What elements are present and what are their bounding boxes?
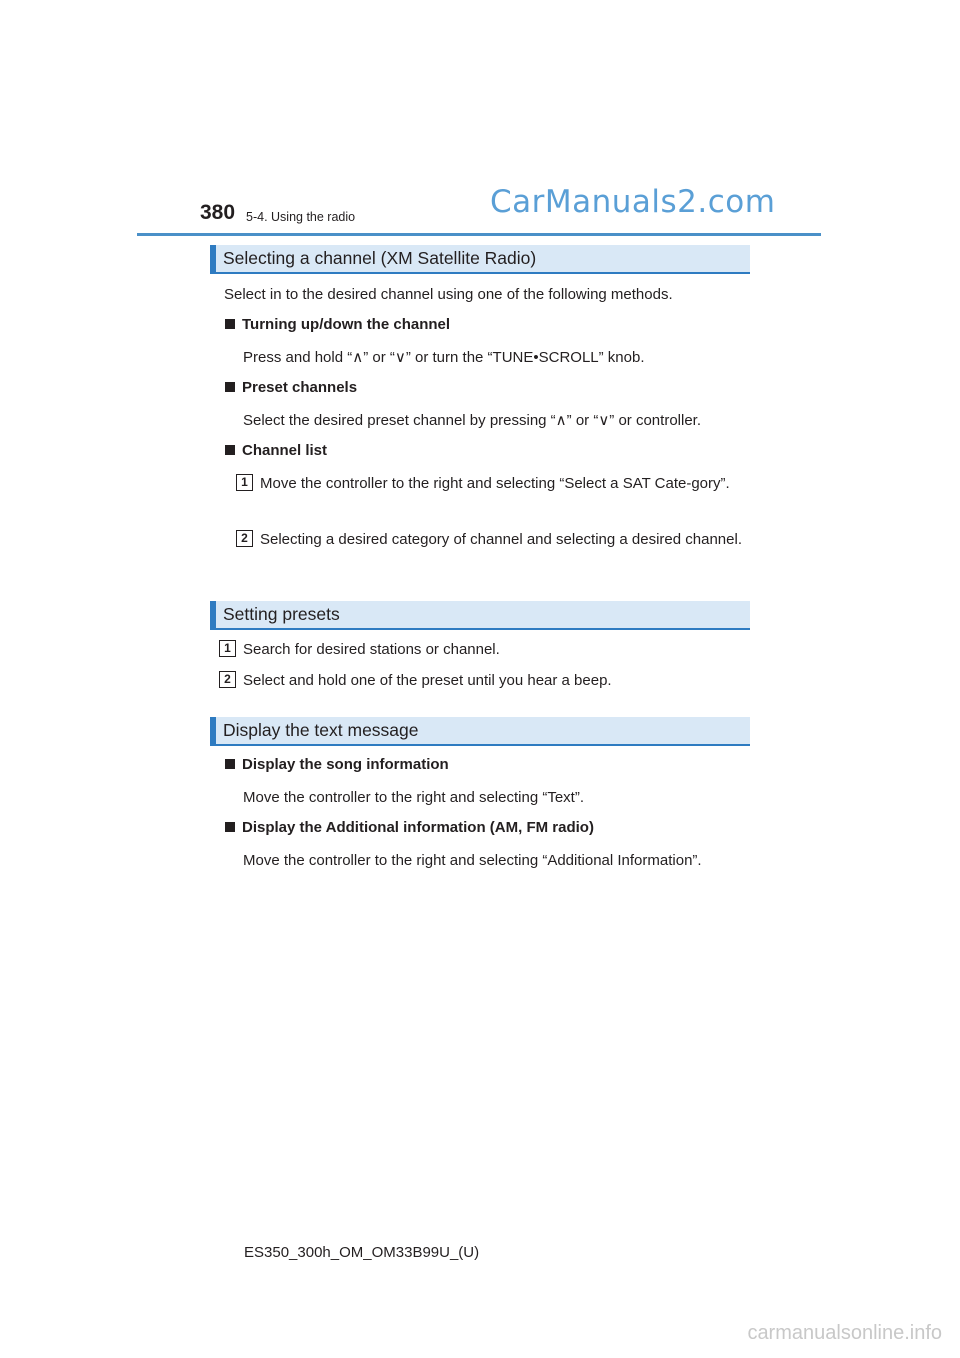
bullet-heading: Preset channels — [225, 379, 357, 396]
bullet-square-icon — [225, 445, 235, 455]
bullet-square-icon — [225, 319, 235, 329]
step-number-badge: 1 — [219, 640, 236, 657]
step-text: Search for desired stations or channel. — [243, 641, 500, 658]
step-text: Select and hold one of the preset until you hear a beep. — [243, 672, 612, 689]
page-number: 380 — [200, 201, 236, 224]
section-intro: Select in to the desired channel using one of the following methods. — [224, 286, 673, 303]
bullet-square-icon — [225, 822, 235, 832]
bullet-text: Move the controller to the right and selecting “Additional Information”. — [243, 852, 702, 869]
step-text: Selecting a desired category of channel and selecting a desired channel. — [260, 531, 742, 548]
section-heading-display-text — [210, 717, 750, 746]
site-watermark: carmanualsonline.info — [747, 1322, 942, 1344]
header-divider — [137, 233, 821, 236]
step-number-badge: 2 — [219, 671, 236, 688]
bullet-square-icon — [225, 759, 235, 769]
bullet-text: Press and hold “∧” or “∨” or turn the “TUNE•SCROLL” knob. — [243, 349, 645, 366]
step-number-badge: 2 — [236, 530, 253, 547]
bullet-text: Move the controller to the right and selecting “Text”. — [243, 789, 585, 806]
section-reference: 5-4. Using the radio — [246, 210, 356, 224]
document-code: ES350_300h_OM_OM33B99U_(U) — [244, 1244, 480, 1261]
section-heading-text: Selecting a channel (XM Satellite Radio) — [223, 248, 537, 268]
bullet-heading: Display the song information — [225, 756, 449, 773]
section-heading-selecting-channel — [210, 245, 750, 274]
step-number-badge: 1 — [236, 474, 253, 491]
watermark-logo: CarManuals2.com — [490, 184, 776, 220]
bullet-text: Select the desired preset channel by pressing “∧” or “∨” or controller. — [243, 412, 701, 429]
section-heading-setting-presets — [210, 601, 750, 630]
section-heading-text: Display the text message — [223, 720, 419, 740]
bullet-heading: Turning up/down the channel — [225, 316, 450, 333]
bullet-heading: Display the Additional information (AM, FM radio) — [225, 819, 594, 836]
bullet-heading: Channel list — [225, 442, 327, 459]
step-text: Move the controller to the right and selecting “Select a SAT Cate-gory”. — [260, 475, 730, 492]
section-heading-text: Setting presets — [223, 604, 340, 624]
bullet-square-icon — [225, 382, 235, 392]
